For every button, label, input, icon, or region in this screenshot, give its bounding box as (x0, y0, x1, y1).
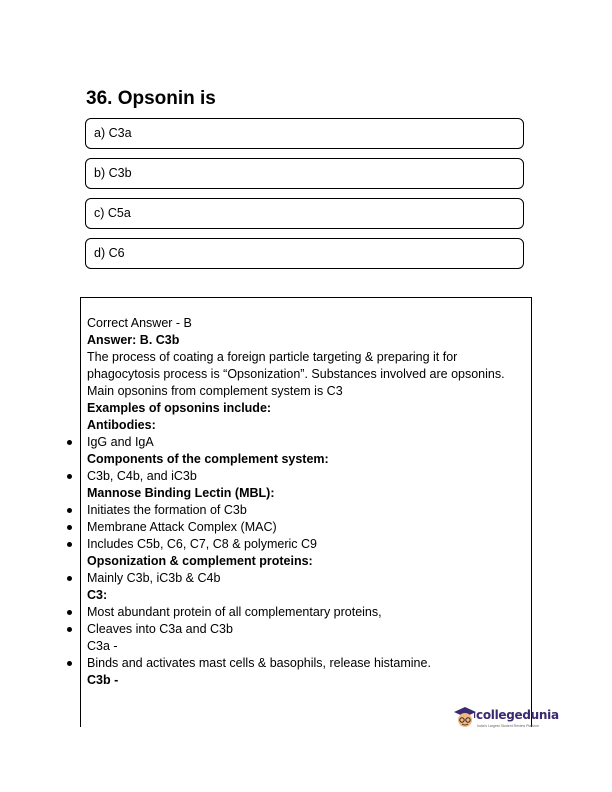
mbl-item: Includes C5b, C6, C7, C8 & polymeric C9 (87, 536, 527, 553)
examples-heading: Examples of opsonins include: (87, 401, 272, 415)
c3-heading: C3: (87, 588, 108, 602)
answer-line: Answer: B. C3b (87, 333, 180, 347)
main-opsonins-text: Main opsonins from complement system is C3 (87, 384, 343, 398)
option-a[interactable]: a) C3a (85, 118, 524, 149)
question-title: 36. Opsonin is (86, 88, 216, 109)
option-b[interactable]: b) C3b (85, 158, 524, 189)
opsonization-heading: Opsonization & complement proteins: (87, 554, 313, 568)
complement-item: C3b, C4b, and iC3b (87, 468, 527, 485)
option-c[interactable]: c) C5a (85, 198, 524, 229)
logo-tagline: India's Largest Student Review Platform (477, 724, 540, 728)
graduate-mascot-icon (452, 705, 478, 731)
correct-answer-line: Correct Answer - B (87, 316, 192, 330)
explanation-text: The process of coating a foreign particle targeting & preparing it for phagocytosis process is “Opsonization”. Substances involved are opsonins. (87, 350, 505, 381)
c3b-label: C3b - (87, 673, 119, 687)
option-d[interactable]: d) C6 (85, 238, 524, 269)
answer-content (87, 315, 527, 689)
mbl-heading: Mannose Binding Lectin (MBL): (87, 486, 275, 500)
c3-item: Most abundant protein of all complementary proteins, (87, 604, 527, 621)
antibodies-heading: Antibodies: (87, 418, 156, 432)
mbl-item: Membrane Attack Complex (MAC) (87, 519, 527, 536)
c3a-label: C3a - (87, 639, 118, 653)
complement-heading: Components of the complement system: (87, 452, 329, 466)
antibodies-item: IgG and IgA (87, 434, 527, 451)
collegedunia-logo (452, 705, 562, 735)
c3a-item: Binds and activates mast cells & basophils, release histamine. (87, 655, 527, 672)
logo-name: collegedunia (476, 708, 559, 722)
mbl-item: Initiates the formation of C3b (87, 502, 527, 519)
opsonization-item: Mainly C3b, iC3b & C4b (87, 570, 527, 587)
c3-item: Cleaves into C3a and C3b (87, 621, 527, 638)
